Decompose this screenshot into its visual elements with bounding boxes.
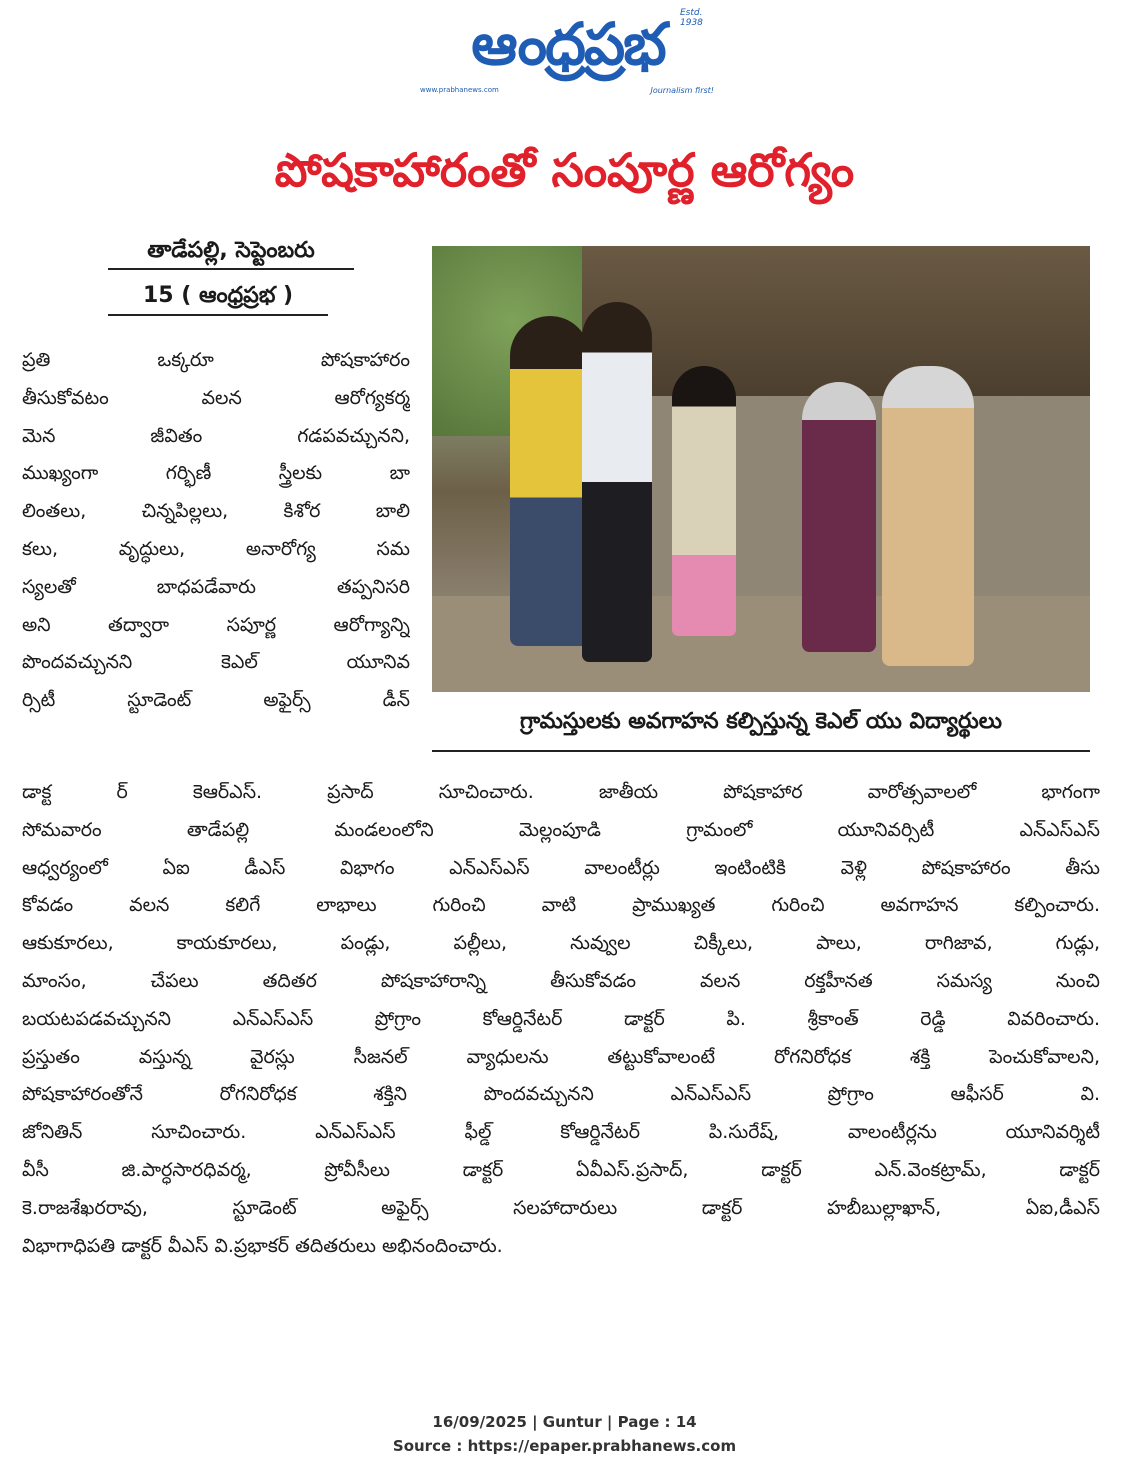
logo-estd: Estd. 1938 xyxy=(680,8,703,28)
body-line: సోమవారం తాడేపల్లి మండలంలోని మెల్లంపూడి గ్రామంలో యూనివర్సిటీ ఎన్ఎస్ఎస్ xyxy=(22,818,1100,841)
body-line: జోనితిన్ సూచించారు. ఎన్ఎస్ఎస్ ఫీల్డ్ కోఆర్డినేటర్ పి.సురేష్, వాలంటీర్లను యూనివర్శిటీ xyxy=(22,1121,1100,1144)
lead-column xyxy=(22,342,410,720)
body-line: డాక్ట ర్ కెఆర్ఎస్. ప్రసాద్ సూచించారు. జాతీయ పోషకాహార వారోత్సవాలలో భాగంగా xyxy=(22,781,1100,803)
lead-line: ప్రతి ఒక్కరూ పోషకాహారం xyxy=(22,349,410,371)
lead-line: కలు, వృద్ధులు, అనారోగ్య సమ xyxy=(22,537,410,560)
article-headline: పోషకాహారంతో సంపూర్ణ ఆరోగ్యం xyxy=(274,143,855,197)
page-footer xyxy=(0,1410,1129,1458)
body-line: విభాగాధిపతి డాక్టర్ వీఎస్ వి.ప్రభాకర్ తదితరులు అభినందించారు. xyxy=(22,1234,503,1257)
dateline-place: తాడేపల్లి, సెప్టెంబరు xyxy=(108,236,354,270)
photo-thatched-roof xyxy=(582,246,1090,396)
lead-line: లింతలు, చిన్నపిల్లలు, కిశోర బాలి xyxy=(22,500,410,523)
lead-line: స్యలతో బాధపడేవారు తప్పనిసరి xyxy=(22,575,410,598)
body-line: కోవడం వలన కలిగే లాభాలు గురించి వాటి ప్రాముఖ్యత గురించి అవగాహన కల్పించారు. xyxy=(22,894,1100,917)
photo-person xyxy=(802,382,876,652)
photo-person xyxy=(582,302,652,662)
dateline-date: 15 ( ఆంధ్రప్రభ ) xyxy=(108,278,328,316)
body-column xyxy=(22,774,1100,1265)
lead-line: మెన జీవితం గడపవచ్చునని, xyxy=(22,424,410,447)
footer-date-page: 16/09/2025 | Guntur | Page : 14 xyxy=(432,1413,697,1431)
lead-line: ర్సిటీ స్టూడెంట్ అఫైర్స్ డీన్ xyxy=(22,689,410,712)
photo-person xyxy=(672,366,736,636)
photo-person xyxy=(510,316,590,646)
footer-source: Source : https://epaper.prabhanews.com xyxy=(392,1437,737,1455)
newspaper-logo xyxy=(418,8,718,95)
dateline xyxy=(108,236,354,316)
body-line: వీసీ జి.పార్ధసారధివర్మ, ప్రోవీసీలు డాక్టర్ ఏవీఎస్.ప్రసాద్, డాక్టర్ ఎన్.వెంకట్రామ్, డాక్టర్ xyxy=(22,1158,1100,1181)
lead-line: పొందవచ్చునని కెఎల్ యూనివ xyxy=(22,651,410,674)
body-line: ఆధ్వర్యంలో ఏఐ డీఎస్ విభాగం ఎన్ఎస్ఎస్ వాలంటీర్లు ఇంటింటికి వెళ్లి పోషకాహారం తీసు xyxy=(22,856,1100,879)
body-line: కె.రాజశేఖరరావు, స్టూడెంట్ అఫైర్స్ సలహాదారులు డాక్టర్ హబీబుల్లాఖాన్, ఏఐ,డీఎస్ xyxy=(22,1196,1100,1219)
body-line: బయటపడవచ్చునని ఎన్ఎస్ఎస్ ప్రోగ్రాం కోఆర్డినేటర్ డాక్టర్ పి. శ్రీకాంత్ రెడ్డి వివరించారు. xyxy=(22,1007,1100,1030)
body-line: మాంసం, చేపలు తదితర పోషకాహారాన్ని తీసుకోవడం వలన రక్తహీనత సమస్య నుంచి xyxy=(22,969,1100,992)
body-line: ప్రస్తుతం వస్తున్న వైరస్లు సీజనల్ వ్యాధులను తట్టుకోవాలంటే రోగనిరోధక శక్తి పెంచుకోవాలని, xyxy=(22,1045,1100,1068)
masthead xyxy=(0,0,1129,110)
logo-text: ఆంధ్రప్రభ xyxy=(471,10,665,78)
news-photo xyxy=(432,246,1090,692)
photo-caption: గ్రామస్తులకు అవగాహన కల్పిస్తున్న కెఎల్ యు విద్యార్థులు xyxy=(432,694,1090,752)
body-line: పోషకాహారంతోనే రోగనిరోధక శక్తిని పొందవచ్చునని ఎన్ఎస్ఎస్ ప్రోగ్రాం ఆఫీసర్ వి. xyxy=(22,1083,1100,1106)
logo-tagline: Journalism first! xyxy=(650,86,714,95)
lead-line: ముఖ్యంగా గర్భిణీ స్త్రీలకు బా xyxy=(22,462,410,485)
body-line: ఆకుకూరలు, కాయకూరలు, పండ్లు, పల్లీలు, నువ్వుల చిక్కీలు, పాలు, రాగిజావ, గుడ్లు, xyxy=(22,932,1100,955)
photo-person xyxy=(882,366,974,666)
lead-line: అని తద్వారా సపూర్ణ ఆరోగ్యాన్ని xyxy=(22,613,410,636)
logo-url: www.prabhanews.com xyxy=(420,86,499,94)
lead-line: తీసుకోవటం వలన ఆరోగ్యకర్మ xyxy=(22,386,410,409)
